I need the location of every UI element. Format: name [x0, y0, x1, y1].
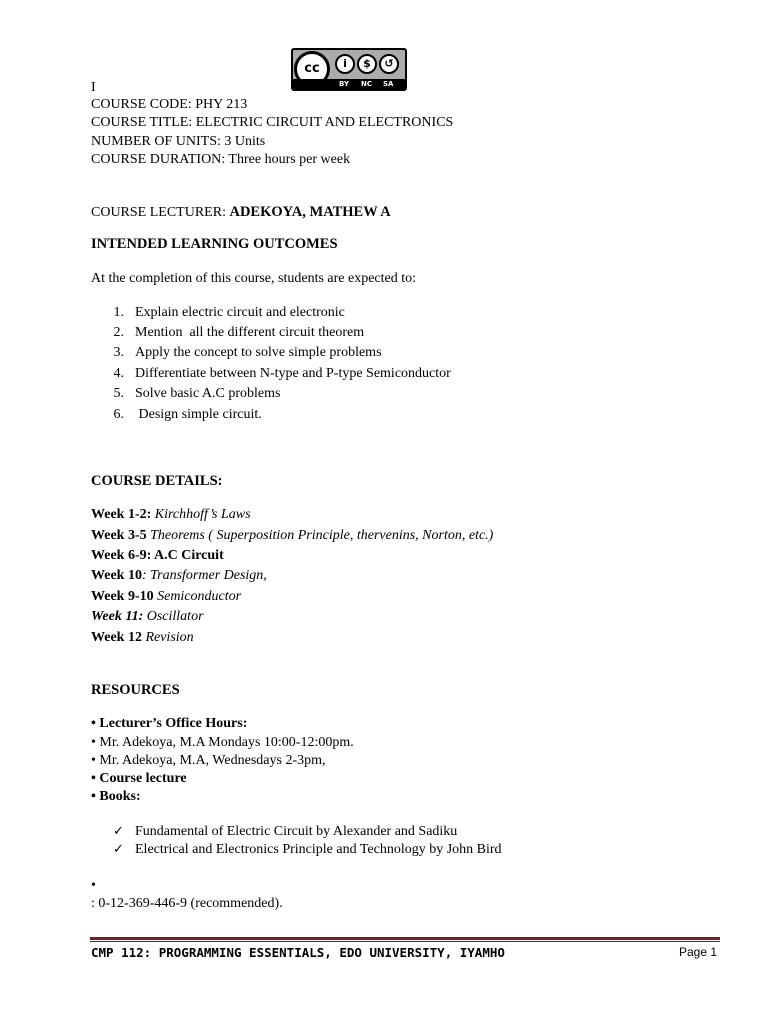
course-title: COURSE TITLE: ELECTRIC CIRCUIT AND ELECTRONICS [91, 115, 454, 130]
cc-icon: cc [294, 51, 330, 87]
course-duration: COURSE DURATION: Three hours per week [91, 152, 351, 167]
week-row: Week 11: Oscillator [91, 609, 204, 624]
page-number: Page 1 [679, 945, 718, 959]
nc-icon: $ [357, 54, 377, 74]
cc-license-logo [291, 48, 407, 91]
book-item: ✓ Electrical and Electronics Principle and Technology by John Bird [113, 842, 502, 857]
week-row: Week 9-10 Semiconductor [91, 589, 242, 604]
lecturer-label: COURSE LECTURER: [91, 205, 230, 220]
week-row: Week 1-2: Kirchhoff’s Laws [91, 507, 251, 522]
sa-icon: ↺ [379, 54, 399, 74]
stray-char: I [91, 80, 96, 95]
by-label: BY [339, 80, 350, 88]
details-heading: COURSE DETAILS: [91, 473, 223, 489]
footer-title: CMP 112: PROGRAMMING ESSENTIALS, EDO UNIVERSITY, IYAMHO [91, 945, 505, 960]
course-code: COURSE CODE: PHY 213 [91, 97, 248, 112]
sa-label: SA [383, 80, 394, 88]
outcomes-heading: INTENDED LEARNING OUTCOMES [91, 236, 338, 252]
week-row: Week 6-9: A.C Circuit [91, 548, 224, 563]
week-row: Week 12 Revision [91, 630, 194, 645]
lecturer-name: ADEKOYA, MATHEW A [229, 204, 391, 220]
nc-label: NC [361, 80, 372, 88]
outcomes-intro: At the completion of this course, students are expected to: [91, 271, 417, 286]
office-hours-monday: • Mr. Adekoya, M.A Mondays 10:00-12:00pm. [91, 735, 354, 750]
footer-rule-thin [90, 941, 720, 942]
course-lecture-label: • Course lecture [91, 771, 187, 786]
bullet: • [91, 878, 96, 893]
course-lecturer [91, 203, 391, 222]
office-hours-wednesday: • Mr. Adekoya, M.A, Wednesdays 2-3pm, [91, 753, 326, 768]
license-strip [293, 79, 405, 89]
check-icon: ✓ [113, 842, 124, 857]
course-units: NUMBER OF UNITS: 3 Units [91, 134, 266, 149]
check-icon: ✓ [113, 824, 124, 839]
footer-rule [90, 937, 720, 940]
isbn-line: : 0-12-369-446-9 (recommended). [91, 896, 283, 911]
resources-heading: RESOURCES [91, 682, 180, 698]
books-label: • Books: [91, 789, 141, 804]
week-row: Week 3-5 Theorems ( Superposition Principle, thervenins, Norton, etc.) [91, 528, 494, 543]
by-icon: i [335, 54, 355, 74]
office-hours-label: • Lecturer’s Office Hours: [91, 716, 248, 731]
week-row: Week 10: Transformer Design, [91, 568, 267, 583]
book-item: ✓ Fundamental of Electric Circuit by Alexander and Sadiku [113, 824, 458, 839]
